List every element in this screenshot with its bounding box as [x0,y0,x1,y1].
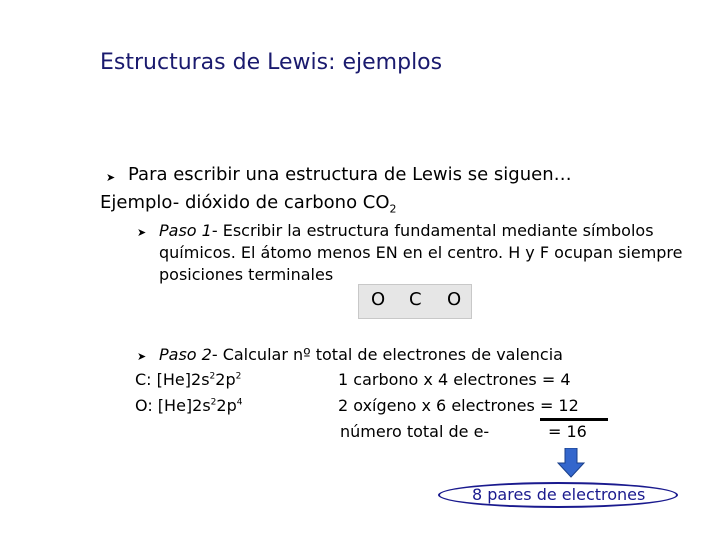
config-sup: 2 [235,371,242,382]
slide-title: Estructuras de Lewis: ejemplos [100,50,443,75]
config-text: 2p [216,396,237,415]
down-arrow-icon [557,448,585,478]
config-sup: 2 [209,371,216,382]
config-text: O: [He]2s [135,396,211,415]
step1-label: Paso 1 [159,221,212,240]
carbon-count: 1 carbono x 4 electrones = 4 [338,370,571,389]
bullet-arrow-icon: ➤ [137,226,147,239]
total-label: número total de e- [340,422,490,441]
bullet-arrow-icon: ➤ [137,350,147,363]
config-sup: 2 [210,397,217,408]
result-text: 8 pares de electrones [472,485,646,504]
step1-line2: químicos. El átomo menos EN en el centro. H y F ocupan siempre [159,243,683,262]
step1-text: - Escribir la estructura fundamental mediante símbolos [211,221,654,240]
example-line [100,192,397,216]
oxygen-count: 2 oxígeno x 6 electrones = 12 [338,396,579,415]
example-text: Ejemplo- dióxido de carbono CO [100,192,390,213]
config-text: C: [He]2s [135,370,210,389]
step2-text: - Calcular nº total de electrones de valencia [211,345,563,364]
step1-line3: posiciones terminales [159,265,334,284]
total-value: = 16 [548,422,587,441]
intro-bullet-text: Para escribir una estructura de Lewis se siguen… [128,164,572,185]
atom-oxygen-left: O [371,289,386,310]
step2-label: Paso 2 [159,345,212,364]
carbon-config [135,370,241,389]
step2-line [159,345,563,364]
config-sup: 4 [236,397,243,408]
sum-divider [540,418,608,421]
oxygen-config [135,396,242,415]
example-subscript: 2 [389,202,397,216]
step1-line1 [159,221,654,240]
atom-carbon: C [409,289,422,310]
atom-oxygen-right: O [447,289,462,310]
config-text: 2p [215,370,236,389]
bullet-arrow-icon: ➤ [106,171,116,184]
